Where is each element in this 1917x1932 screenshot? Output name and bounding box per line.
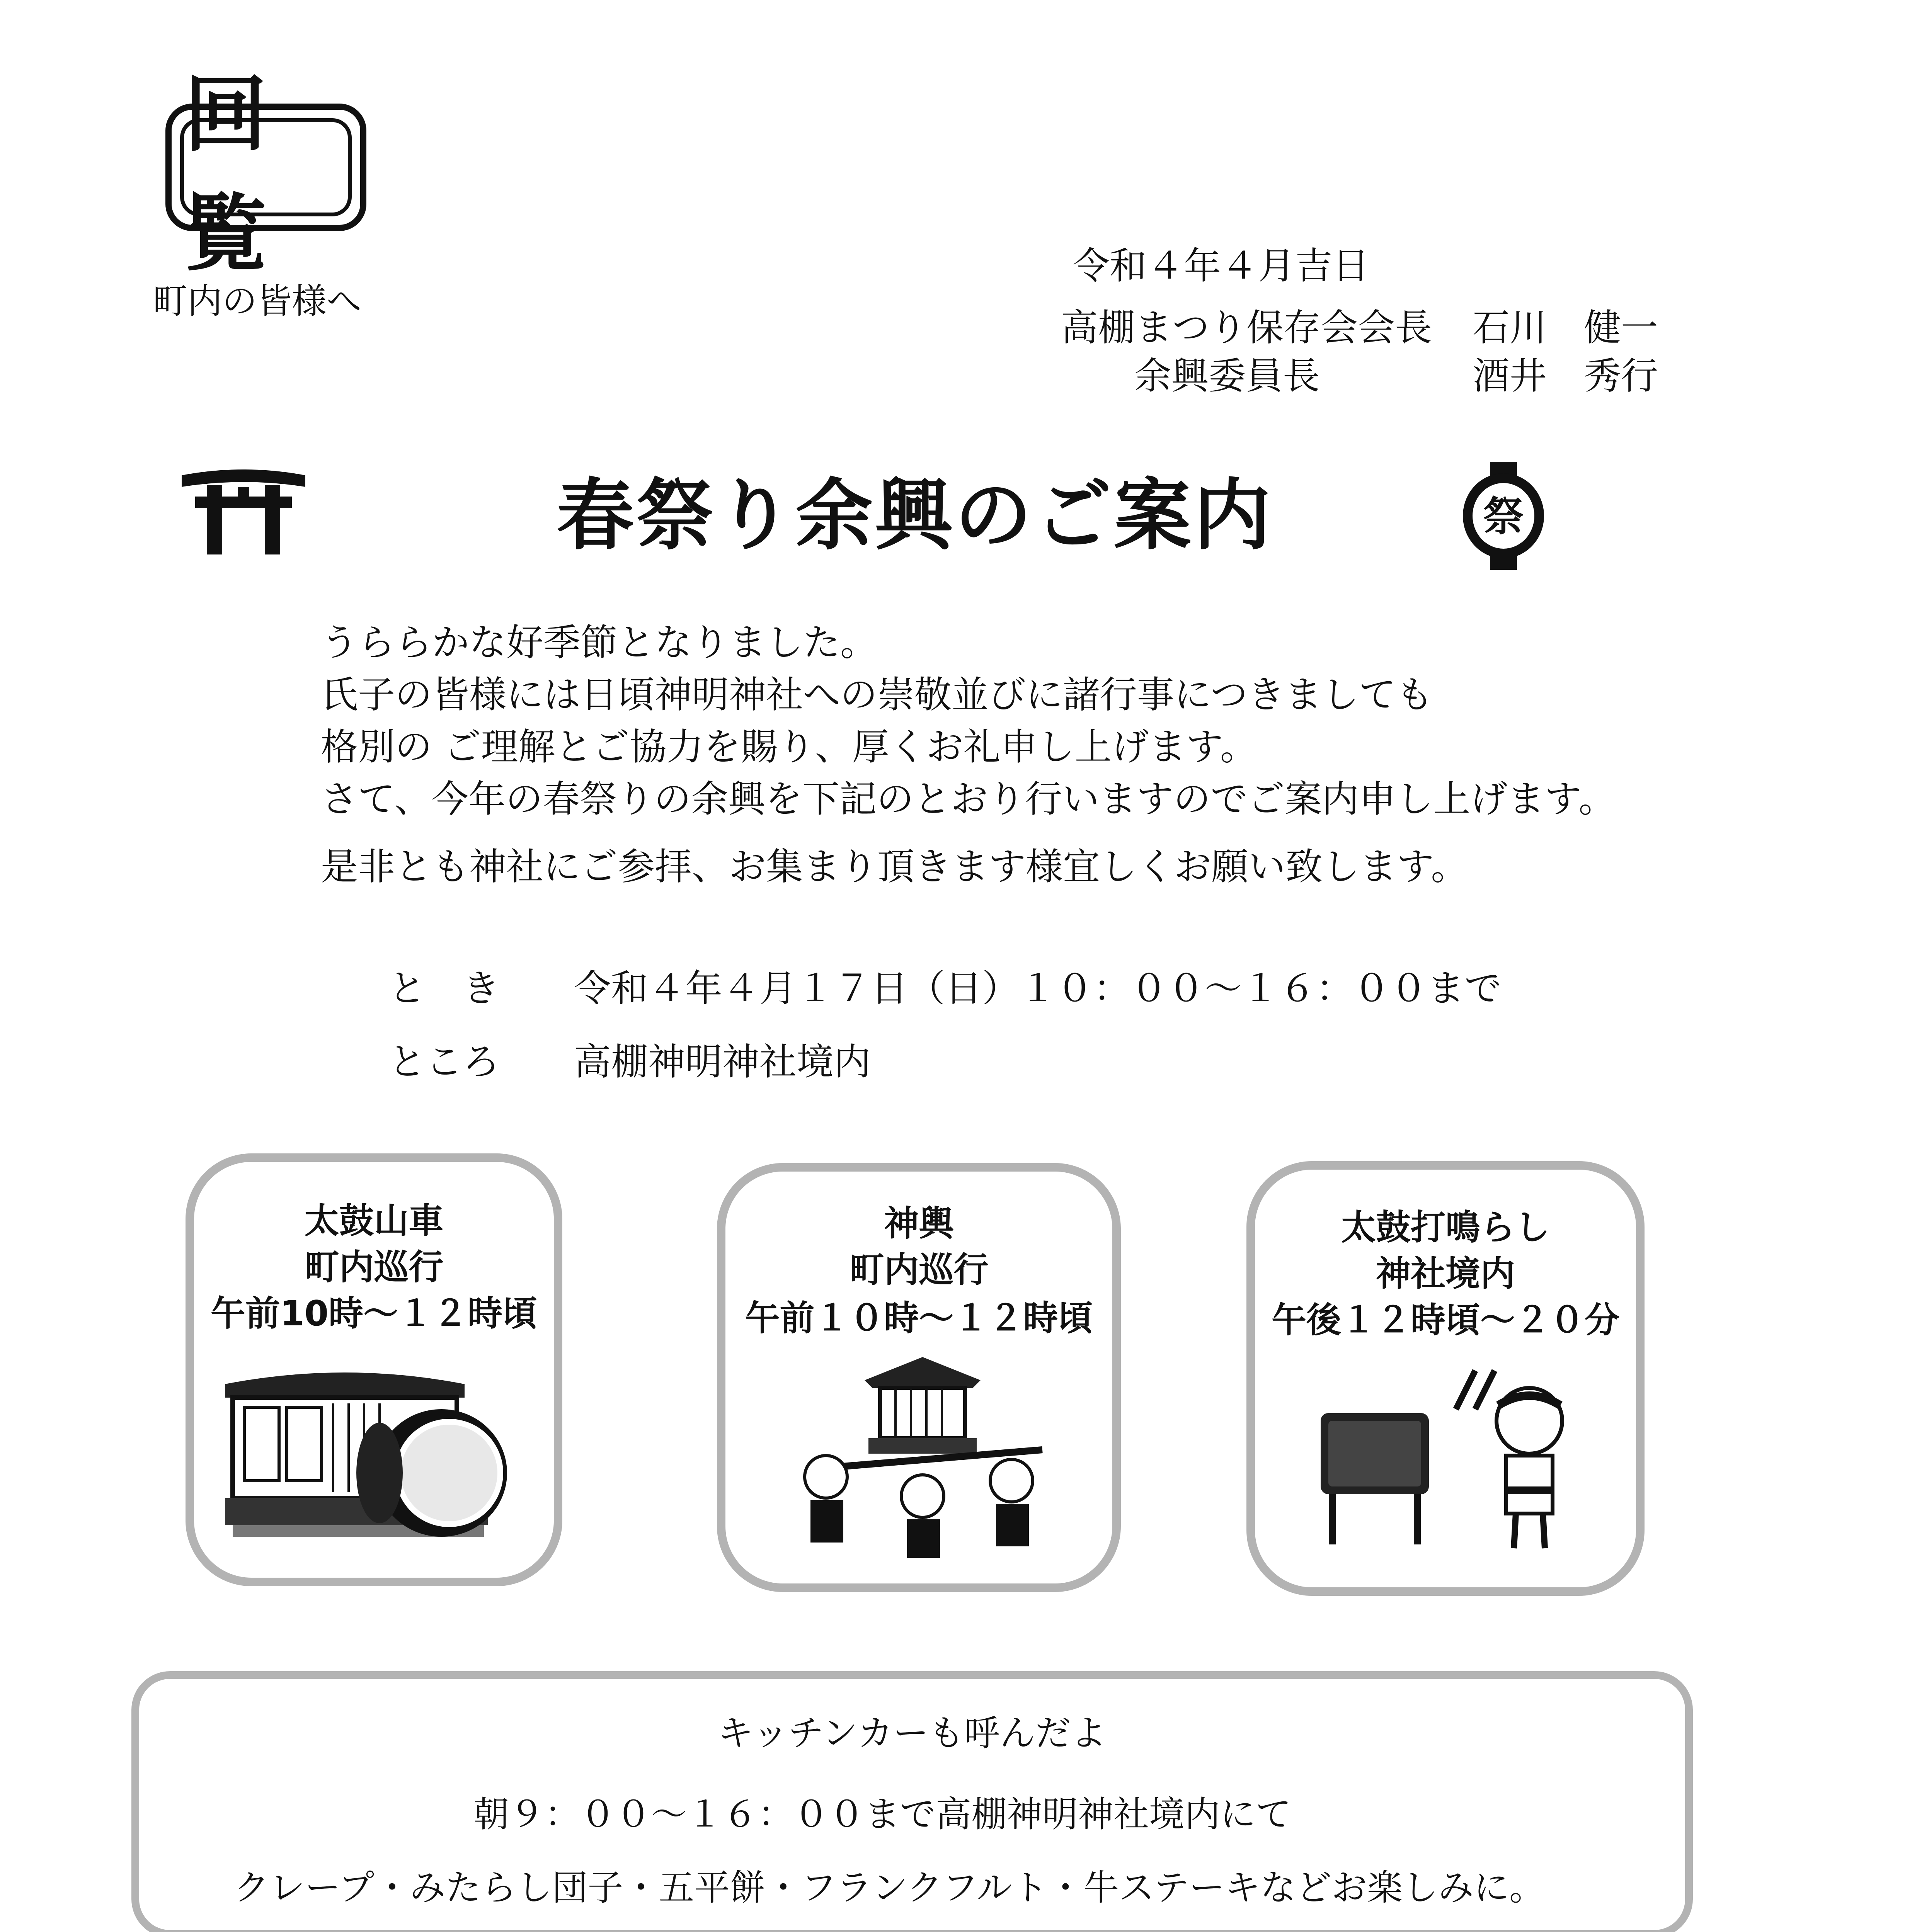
sender1-title: 高棚まつり保存会会長 xyxy=(1061,306,1432,349)
kitchen-time: 朝９：００〜１６：００まで高棚神明神社境内にて xyxy=(473,1794,1292,1835)
event-time: 午前10時〜１２時頃 xyxy=(210,1293,538,1334)
when-value: 令和４年４月１７日（日）１０：００〜１６：００まで xyxy=(574,967,1502,1010)
where-label: ところ xyxy=(388,1040,500,1083)
event-location: 町内巡行 xyxy=(849,1250,989,1290)
festival-lantern-icon xyxy=(1457,458,1550,574)
intro-line-5: 是非とも神社にご参拝、お集まり頂きます様宜しくお願い致します。 xyxy=(321,845,1468,888)
mikoshi-bearers-icon xyxy=(772,1353,1073,1562)
event-title: 太鼓山車 xyxy=(304,1201,444,1241)
drummer-icon xyxy=(1313,1363,1591,1564)
festival-lantern-text: 祭 xyxy=(1483,493,1524,540)
when-label: と き xyxy=(388,967,500,1010)
issue-date: 令和４年４月吉日 xyxy=(1073,244,1369,287)
torii-gate-icon xyxy=(180,464,307,556)
recipient: 町内の皆様へ xyxy=(153,281,361,321)
event-location: 町内巡行 xyxy=(304,1247,444,1287)
page-title: 春祭り余興のご案内 xyxy=(557,471,1273,561)
event-time: 午前１０時〜１２時頃 xyxy=(745,1298,1093,1338)
intro-line-1: うららかな好季節となりました。 xyxy=(321,621,877,664)
kitchen-menu: クレープ・みたらし団子・五平餅・フランクフルト・牛ステーキなどお楽しみに。 xyxy=(234,1867,1545,1908)
event-card-drumming xyxy=(1246,1161,1645,1596)
event-time: 午後１２時頃〜２０分 xyxy=(1272,1300,1619,1340)
event-card-taiko-float xyxy=(186,1153,562,1586)
sender1-name: 石川 健一 xyxy=(1473,306,1658,349)
circulation-stamp-label: 回覧 xyxy=(180,118,352,216)
taiko-float-icon xyxy=(217,1361,534,1554)
event-title: 太鼓打鳴らし xyxy=(1341,1207,1550,1248)
sender2-name: 酒井 秀行 xyxy=(1473,354,1658,398)
intro-line-2: 氏子の皆様には日頃神明神社への崇敬並びに諸行事につきましても xyxy=(321,673,1433,716)
event-card-mikoshi xyxy=(717,1163,1121,1592)
kitchen-heading: キッチンカーも呼んだよ xyxy=(718,1713,1107,1754)
circulation-stamp xyxy=(165,66,366,282)
event-title: 神輿 xyxy=(884,1203,954,1244)
intro-line-3: 格別の ご理解とご協力を賜り、厚くお礼申し上げます。 xyxy=(321,725,1257,769)
sender2-title: 余興委員長 xyxy=(1134,354,1320,398)
kitchen-car-box xyxy=(131,1671,1693,1932)
event-location: 神社境内 xyxy=(1376,1253,1515,1294)
intro-line-4: さて、今年の春祭りの余興を下記のとおり行いますのでご案内申し上げます。 xyxy=(321,777,1616,821)
where-value: 高棚神明神社境内 xyxy=(574,1040,871,1083)
